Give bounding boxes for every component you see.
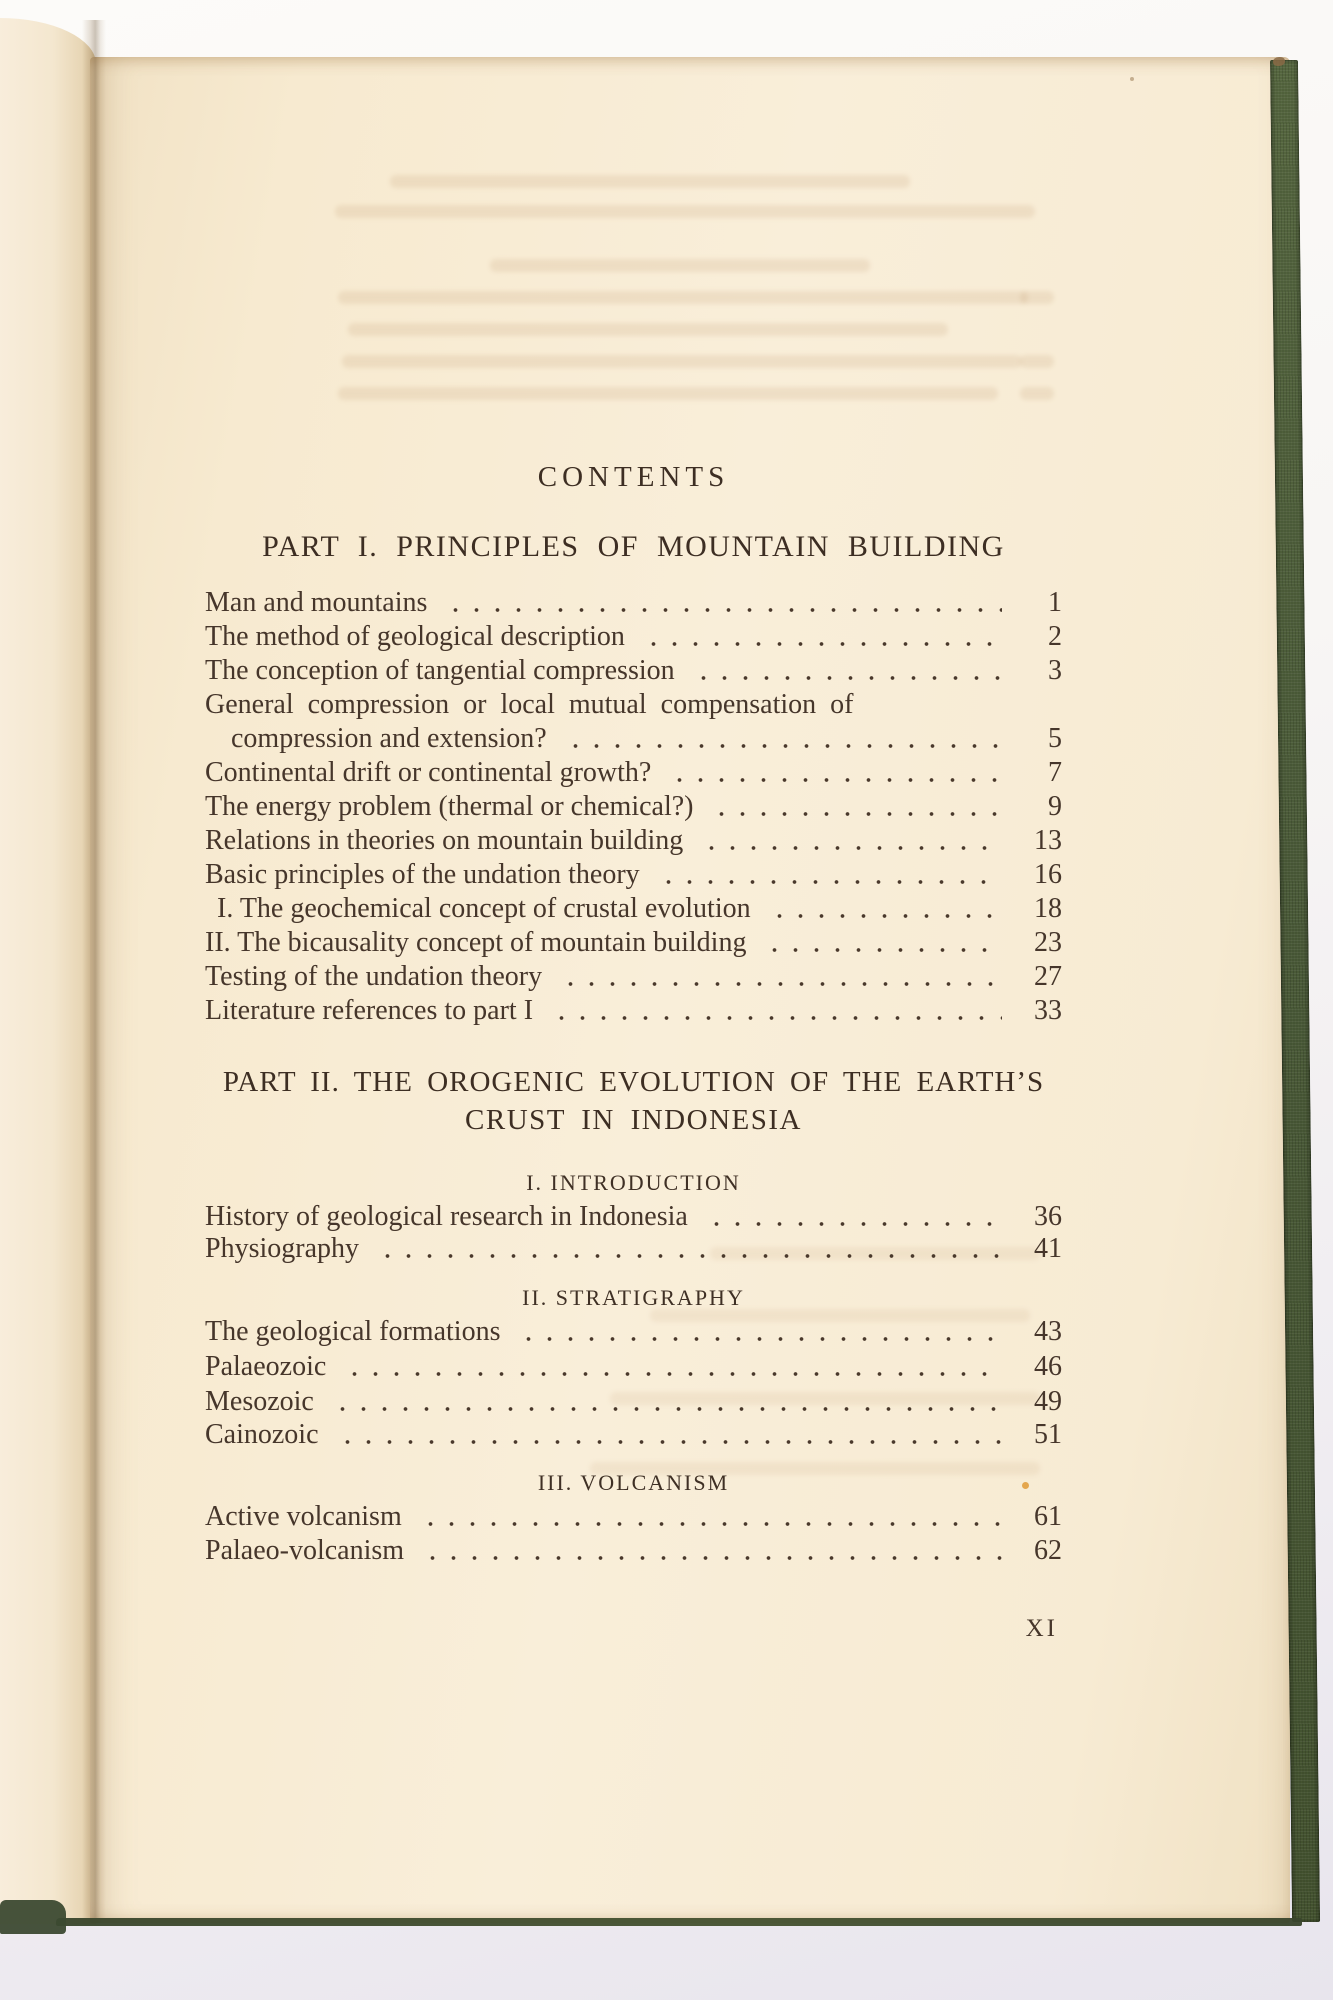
toc-entry-label: Man and mountains — [205, 587, 428, 618]
toc-row — [205, 722, 1062, 756]
foxing-dot — [1022, 1482, 1029, 1489]
dot-leader — [439, 605, 1002, 615]
toc-entry-label: Mesozoic — [205, 1386, 314, 1417]
toc-page-number: 46 — [1034, 1351, 1062, 1382]
dot-leader — [512, 1334, 1002, 1344]
toc-entry-label: II. The bicausality concept of mountain building — [205, 927, 747, 958]
toc-row — [205, 688, 1062, 722]
toc-page-number: 49 — [1034, 1386, 1062, 1417]
gutter-shadow — [82, 20, 106, 1923]
bleed-through-text — [342, 355, 1022, 368]
toc-page-number: 1 — [1048, 587, 1062, 618]
toc-entry-label: General compression or local mutual compensation of — [205, 689, 854, 720]
bleed-through-text — [490, 259, 870, 272]
part2-heading-line1: PART II. THE OROGENIC EVOLUTION OF THE EARTH’S — [222, 1066, 1045, 1098]
toc-entry-label: Relations in theories on mountain building — [205, 825, 684, 856]
toc-row — [205, 1418, 1062, 1452]
part2-heading-line2: CRUST IN INDONESIA — [465, 1104, 802, 1136]
toc-page-number: 41 — [1034, 1233, 1062, 1264]
toc-row — [205, 824, 1062, 858]
dot-leader — [758, 945, 1002, 955]
bleed-through-text — [335, 205, 1035, 218]
toc-row — [205, 1232, 1062, 1266]
bleed-through-text — [348, 323, 948, 336]
dot-leader — [416, 1553, 1002, 1563]
toc-entry-label: Cainozoic — [205, 1419, 319, 1450]
paper-speck — [1130, 77, 1134, 81]
toc-entry-label: The method of geological description — [205, 621, 625, 652]
cover-top-fleck — [1273, 57, 1285, 66]
toc-entry-label: The conception of tangential compression — [205, 655, 675, 686]
toc-row — [205, 1350, 1062, 1384]
toc-row — [205, 790, 1062, 824]
toc-page-number: 51 — [1034, 1419, 1062, 1450]
toc-row — [205, 994, 1062, 1028]
dot-leader — [326, 1404, 1002, 1414]
bleed-through-text — [1020, 355, 1054, 368]
toc-page-number: 23 — [1034, 927, 1062, 958]
toc-row — [205, 926, 1062, 960]
dot-leader — [545, 1013, 1002, 1023]
toc-row — [205, 892, 1062, 926]
toc-page-number: 62 — [1034, 1535, 1062, 1566]
toc-row — [205, 620, 1062, 654]
toc-entry-label: Active volcanism — [205, 1501, 402, 1532]
toc-page-number: 2 — [1048, 621, 1062, 652]
toc-entry-label: Palaeo-volcanism — [205, 1535, 405, 1566]
toc-page-number: 18 — [1034, 893, 1062, 924]
toc-row — [205, 756, 1062, 790]
book-page — [90, 57, 1290, 1923]
toc-entry-label: Palaeozoic — [205, 1351, 327, 1382]
toc-entry-label: The energy problem (thermal or chemical?) — [205, 791, 694, 822]
dot-leader — [652, 877, 1002, 887]
toc-row — [205, 1534, 1062, 1568]
toc-page-number: 43 — [1034, 1316, 1062, 1347]
dot-leader — [331, 1437, 1002, 1447]
bleed-through-text — [338, 291, 1028, 304]
bleed-through-text — [1020, 291, 1054, 304]
dot-leader — [414, 1519, 1002, 1529]
dot-leader — [700, 1219, 1002, 1229]
dot-leader — [763, 911, 1002, 921]
toc-page-number: 9 — [1048, 791, 1062, 822]
dot-leader — [338, 1369, 1002, 1379]
toc-row — [205, 960, 1062, 994]
toc-row — [205, 654, 1062, 688]
toc-entry-label: Physiography — [205, 1233, 359, 1264]
section-heading-volcanism: III. VOLCANISM — [537, 1470, 730, 1495]
section-heading-stratigraphy: II. STRATIGRAPHY — [522, 1285, 745, 1310]
toc-page-number: 7 — [1048, 757, 1062, 788]
toc-row — [205, 1315, 1062, 1349]
bleed-through-text — [338, 387, 998, 400]
cover-cloth-edge-bottom — [56, 1918, 1302, 1926]
contents-title: CONTENTS — [537, 461, 730, 493]
dot-leader — [371, 1251, 1002, 1261]
toc-entry-label: Basic principles of the undation theory — [205, 859, 640, 890]
toc-entry-label: Testing of the undation theory — [205, 961, 543, 992]
toc-page-number: 16 — [1034, 859, 1062, 890]
dot-leader — [554, 979, 1002, 989]
section-heading-introduction: I. INTRODUCTION — [526, 1170, 741, 1195]
toc-page-number: 33 — [1034, 995, 1062, 1026]
toc-page-number: 61 — [1034, 1501, 1062, 1532]
toc-page-number: 13 — [1034, 825, 1062, 856]
bleed-through-text — [1020, 387, 1054, 400]
toc-row — [205, 858, 1062, 892]
dot-leader — [637, 639, 1002, 649]
toc-row — [205, 586, 1062, 620]
toc-entry-label: I. The geochemical concept of crustal evolution — [217, 893, 751, 924]
toc-row — [205, 1200, 1062, 1234]
toc-entry-label: Literature references to part I — [205, 995, 534, 1026]
cover-cloth-corner — [0, 1900, 66, 1934]
toc-page-number: 3 — [1048, 655, 1062, 686]
toc-row — [205, 1385, 1062, 1419]
toc-entry-label: Continental drift or continental growth? — [205, 757, 652, 788]
dot-leader — [705, 809, 1002, 819]
toc-page-number: 5 — [1048, 723, 1062, 754]
folio-page-number: XI — [1025, 1615, 1058, 1642]
dot-leader — [559, 741, 1002, 751]
part1-heading: PART I. PRINCIPLES OF MOUNTAIN BUILDING — [262, 530, 1005, 563]
toc-page-number: 36 — [1034, 1201, 1062, 1232]
toc-entry-label: The geological formations — [205, 1316, 501, 1347]
bleed-through-text — [390, 175, 910, 188]
dot-leader — [687, 673, 1002, 683]
dot-leader — [695, 843, 1002, 853]
toc-row — [205, 1500, 1062, 1534]
toc-entry-label: History of geological research in Indonesia — [205, 1201, 688, 1232]
toc-entry-label: compression and extension? — [231, 723, 547, 754]
toc-page-number: 27 — [1034, 961, 1062, 992]
dot-leader — [663, 775, 1002, 785]
